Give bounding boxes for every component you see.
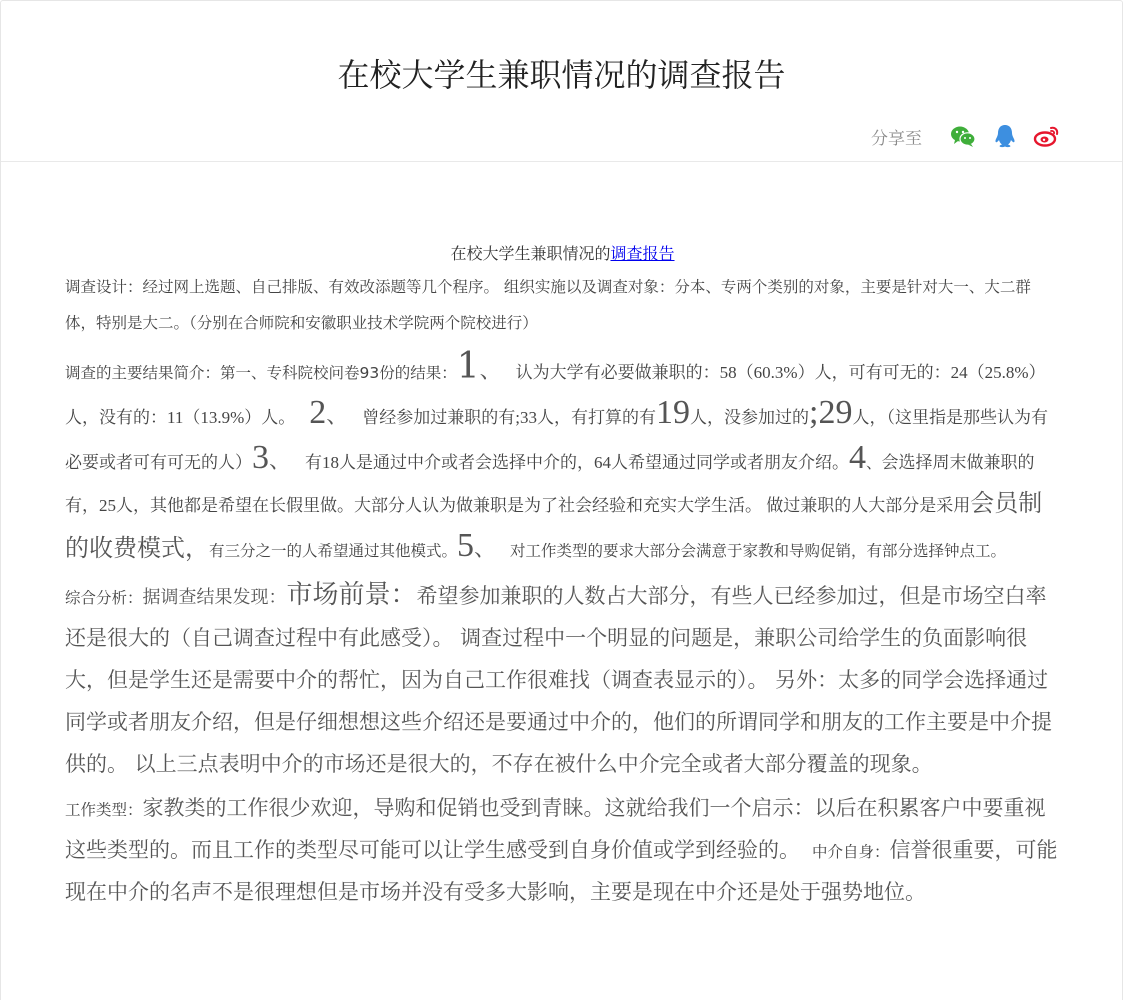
text-segment: 家教类的工作很少欢迎，导购和促销也受到青睐。这就给我们一个启示：以后在积累客户中要重视这些类型的。而且工作的类型尽可能可以让学生感受到自身价值或学到经验的。 xyxy=(65,796,1046,862)
text-segment: 会选择周末做兼职的有，25人，其他都是希望在长假里做。大部分人认为做兼职是为了社会经验和充实大学生活。 做过兼职的人大部分是采用 xyxy=(65,453,1035,515)
number-label: 3 xyxy=(252,439,269,476)
share-label: 分享至 xyxy=(871,128,922,149)
text-segment: 调查的主要结果简介：第一、专科院校问卷93份的结果： xyxy=(65,364,457,382)
text-segment: 人，（这里指是那些认为有必要或者可有可无的人） xyxy=(65,408,1048,472)
article-header xyxy=(1,1,1122,162)
weibo-icon[interactable] xyxy=(1032,121,1062,151)
highlight-text: 会员制的收费模式， xyxy=(65,489,1043,562)
paragraph-results xyxy=(65,347,1060,571)
text-segment: 中介自身： xyxy=(812,843,890,861)
text-segment: 有18人是通过中介或者会选择中介的，64人希望通过同学或者朋友介绍。 xyxy=(305,453,850,472)
text-segment: 对工作类型的要求大部分会满意于家教和导购促销，有部分选择钟点工。 xyxy=(510,542,1007,560)
number-label: 5 xyxy=(457,527,475,564)
document-heading-text: 在校大学生兼职情况的 xyxy=(450,244,611,263)
document-heading xyxy=(65,241,1060,267)
page-title: 在校大学生兼职情况的调查报告 xyxy=(337,56,786,94)
separator: 、 xyxy=(269,449,292,474)
text-segment: 信誉很重要，可能现在中介的名声不是很理想但是市场并没有受多大影响，主要是现在中介还是处于强势地位。 xyxy=(65,838,1058,904)
text-segment: 人，没参加过的 xyxy=(690,408,810,427)
separator: 、 xyxy=(479,359,502,384)
text-segment: 有三分之一的人希望通过其他模式。 xyxy=(209,542,458,560)
text-segment: 工作类型： xyxy=(65,801,143,819)
text-segment: 据调查结果发现： xyxy=(142,587,287,608)
number-label: 1 xyxy=(456,346,480,387)
share-bar xyxy=(871,121,1062,151)
number-label: 19 xyxy=(656,394,691,431)
survey-report-link[interactable]: 调查报告 xyxy=(610,244,675,263)
number-label: 2 xyxy=(309,394,327,431)
paragraph-work-types xyxy=(65,788,1060,914)
text-segment: 希望参加兼职的人数占大部分，有些人已经参加过，但是市场空白率还是很大的（自己调查过程中有此感受）。 调查过程中一个明显的问题是，兼职公司给学生的负面影响很大，但是学生还是需要中介的帮忙，因为自己工作很难找（调查表显示的）。 另外：太多的同学会选择通过同学或者朋友介绍，但是仔细想想这些介绍还是要通过中介的，他们的所谓同学和朋友的工作主要是中介提供的。 以上三点表明中介的市场还是很大的，不存在被什么中介完全或者大部分覆盖的现象。 xyxy=(65,584,1052,776)
paragraph-analysis xyxy=(65,575,1060,786)
wechat-icon[interactable] xyxy=(948,121,978,151)
article-body xyxy=(65,241,1060,914)
highlight-text: 市场前景： xyxy=(286,580,417,610)
paragraph-design: 调查设计：经过网上选题、自己排版、有效改添题等几个程序。 组织实施以及调查对象：分本、专两个类别的对象，主要是针对大一、大二群体，特别是大二。（分别在合师院和安徽职业技术学院两个院校进行） xyxy=(65,278,1031,332)
separator: 、 xyxy=(326,404,349,429)
separator: 、 xyxy=(474,537,497,562)
number-label: 4 xyxy=(849,439,867,476)
number-label: ;29 xyxy=(809,394,853,431)
qq-icon[interactable] xyxy=(990,121,1020,151)
separator: 、 xyxy=(866,454,882,472)
text-segment: 认为大学有必要做兼职的：58（60.3%）人，可有可无的：24（25.8%）人，没有的：11（13.9%）人。 xyxy=(65,363,1046,427)
text-segment: 综合分析： xyxy=(65,589,143,607)
text-segment: 曾经参加过兼职的有;33人，有打算的有 xyxy=(362,408,657,427)
